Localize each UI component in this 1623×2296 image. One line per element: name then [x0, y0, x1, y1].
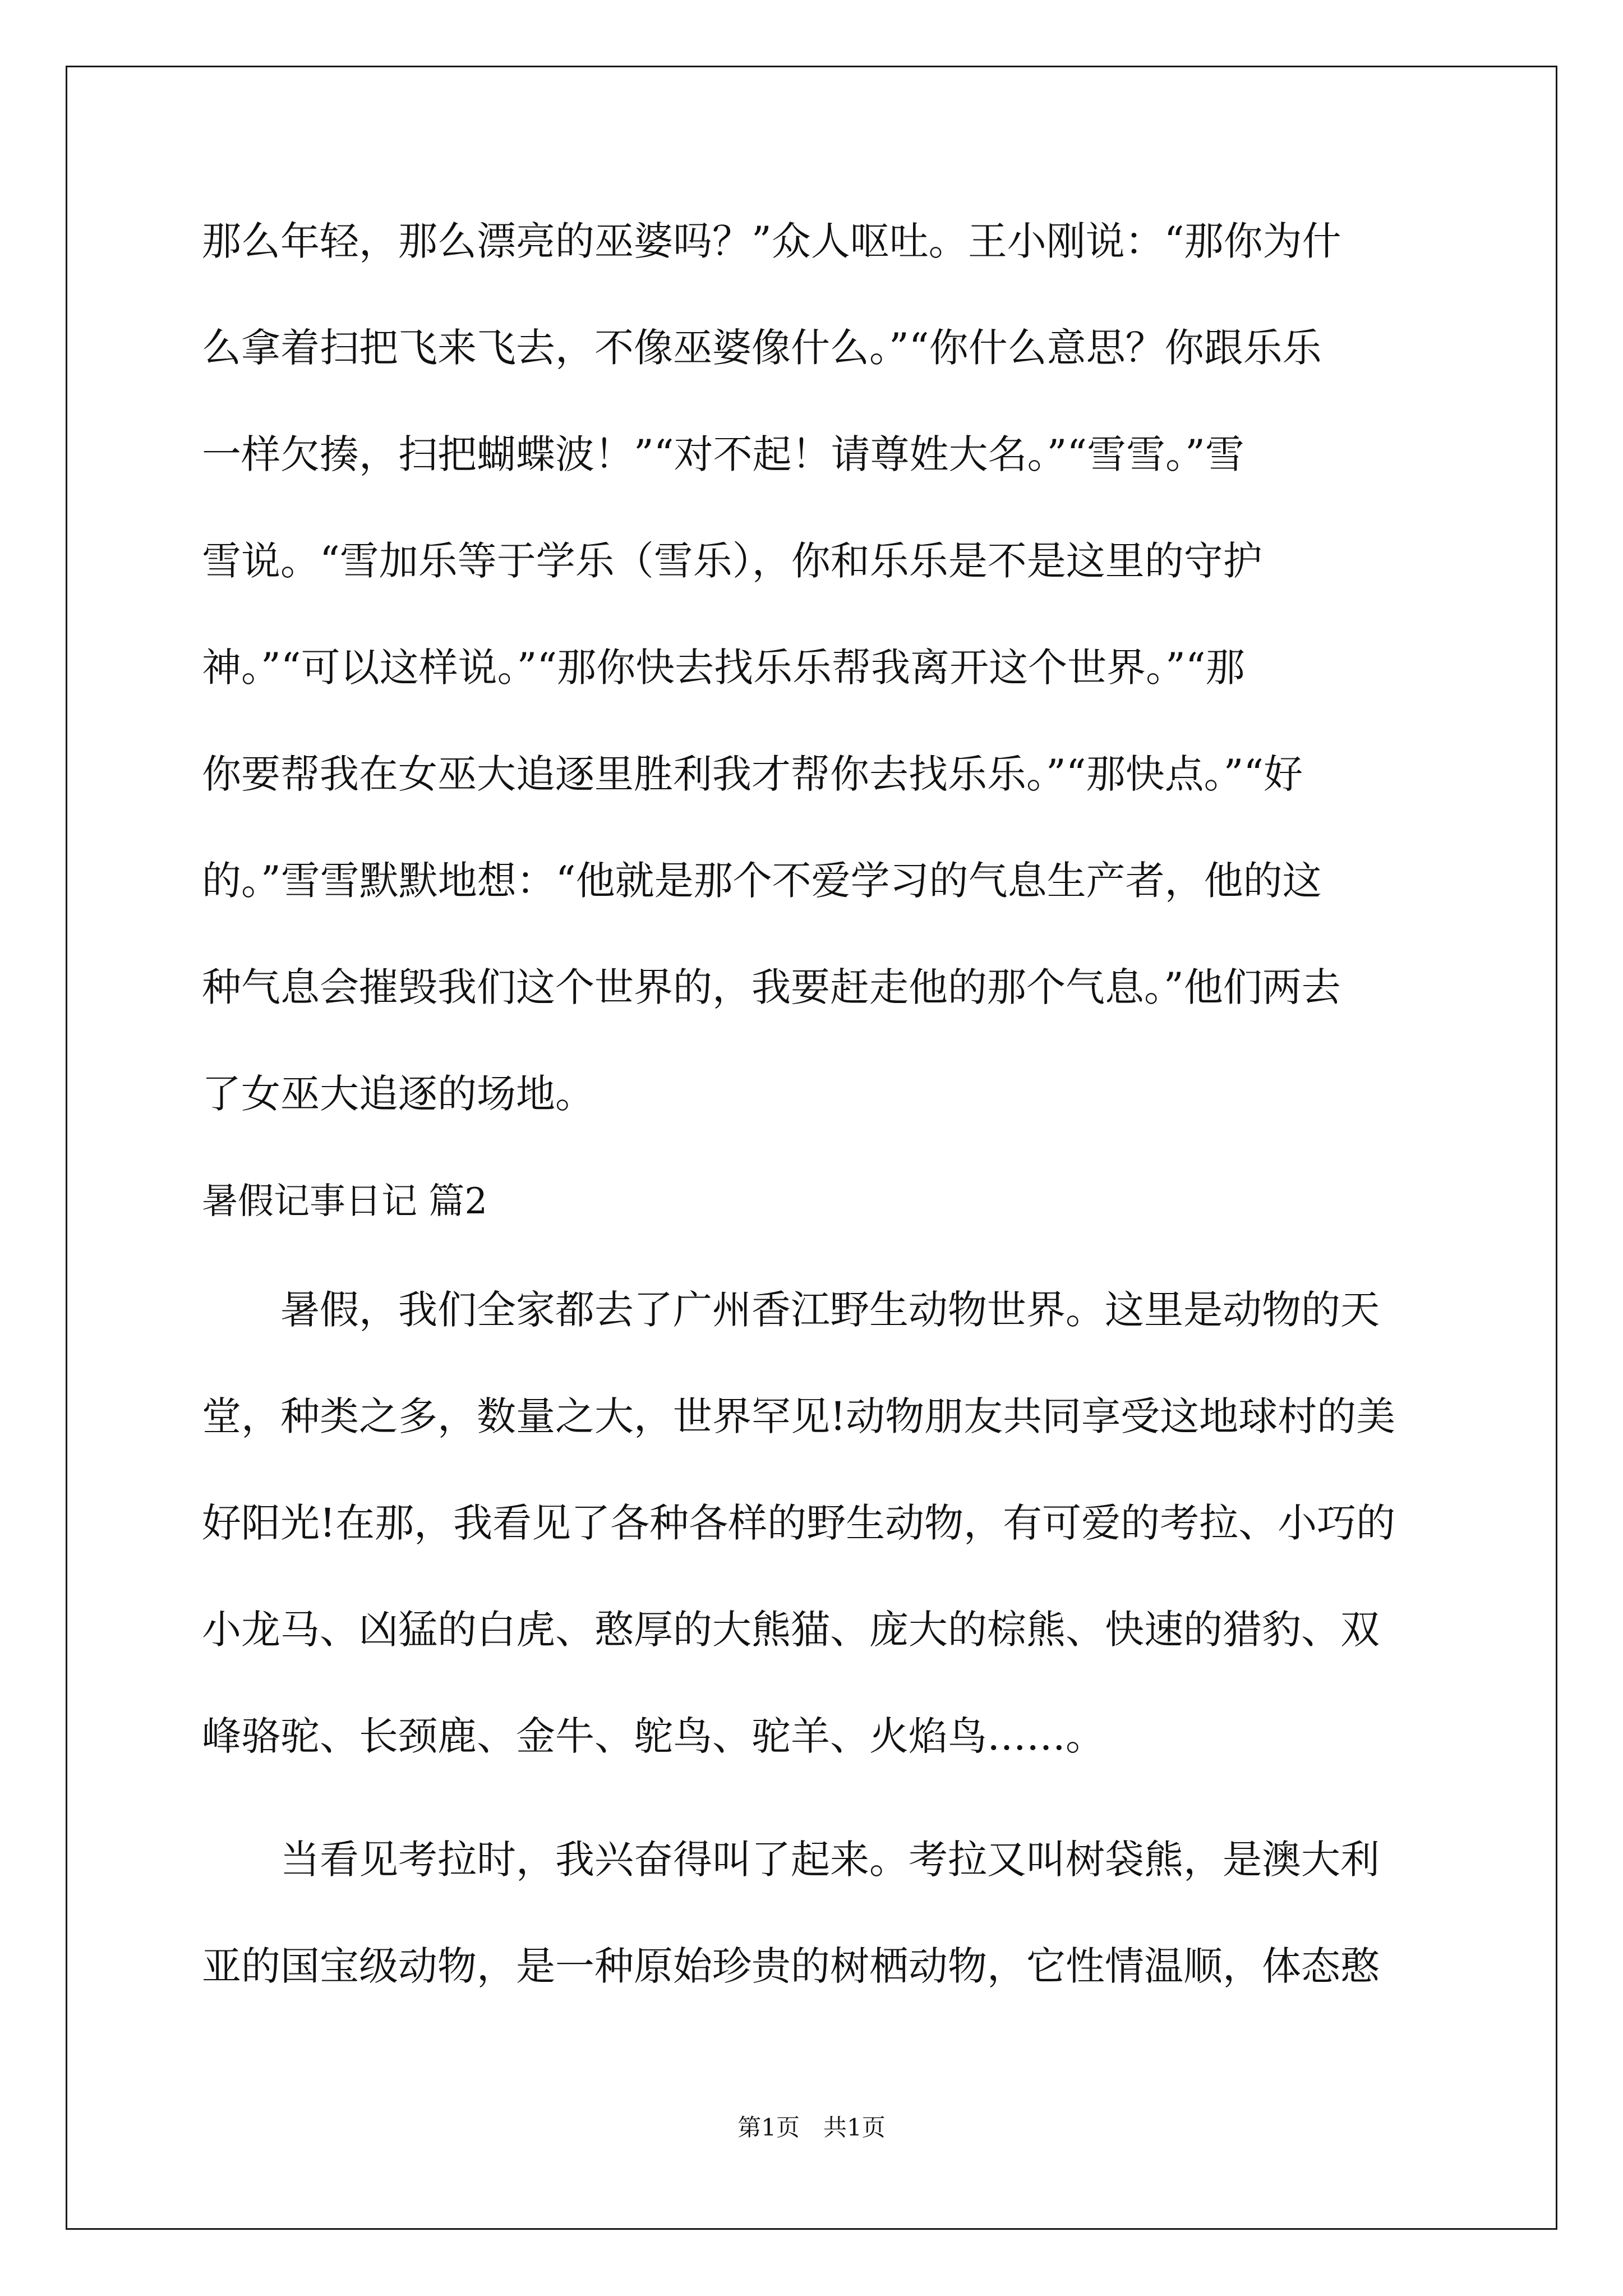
paragraph-line: 那么年轻，那么漂亮的巫婆吗？”众人呕吐。王小刚说：“那你为什 [202, 218, 1341, 264]
page-border [66, 66, 1557, 2230]
paragraph-line: 一样欠揍，扫把蝴蝶波！”“对不起！请尊姓大名。”“雪雪。”雪 [202, 431, 1244, 477]
paragraph-line: 么拿着扫把飞来飞去，不像巫婆像什么。”“你什么意思？你跟乐乐 [202, 325, 1322, 371]
paragraph-line: 当看见考拉时，我兴奋得叫了起来。考拉又叫树袋熊，是澳大利 [280, 1837, 1380, 1883]
paragraph-line: 的。”雪雪默默地想：“他就是那个不爱学习的气息生产者，他的这 [202, 858, 1322, 904]
paragraph-line: 了女巫大追逐的场地。 [202, 1071, 594, 1117]
section-heading: 暑假记事日记 篇2 [202, 1181, 488, 1222]
paragraph-line: 神。”“可以这样说。”“那你快去找乐乐帮我离开这个世界。”“那 [202, 645, 1245, 691]
paragraph-line: 雪说。“雪加乐等于学乐（雪乐），你和乐乐是不是这里的守护 [202, 538, 1262, 584]
paragraph-line: 你要帮我在女巫大追逐里胜利我才帮你去找乐乐。”“那快点。”“好 [202, 751, 1303, 797]
paragraph-line: 小龙马、凶猛的白虎、憨厚的大熊猫、庞大的棕熊、快速的猎豹、双 [202, 1607, 1380, 1653]
page-number-footer: 第1页 共1页 [737, 2114, 886, 2141]
paragraph-line: 暑假，我们全家都去了广州香江野生动物世界。这里是动物的天 [280, 1287, 1380, 1333]
paragraph-line: 好阳光!在那，我看见了各种各样的野生动物，有可爱的考拉、小巧的 [202, 1500, 1396, 1546]
paragraph-line: 峰骆驼、长颈鹿、金牛、鸵鸟、驼羊、火焰鸟……。 [202, 1713, 1105, 1759]
paragraph-line: 种气息会摧毁我们这个世界的，我要赶走他的那个气息。”他们两去 [202, 964, 1341, 1010]
paragraph-line: 堂，种类之多，数量之大，世界罕见!动物朋友共同享受这地球村的美 [202, 1393, 1396, 1439]
paragraph-line: 亚的国宝级动物，是一种原始珍贵的树栖动物，它性情温顺，体态憨 [202, 1943, 1380, 1989]
